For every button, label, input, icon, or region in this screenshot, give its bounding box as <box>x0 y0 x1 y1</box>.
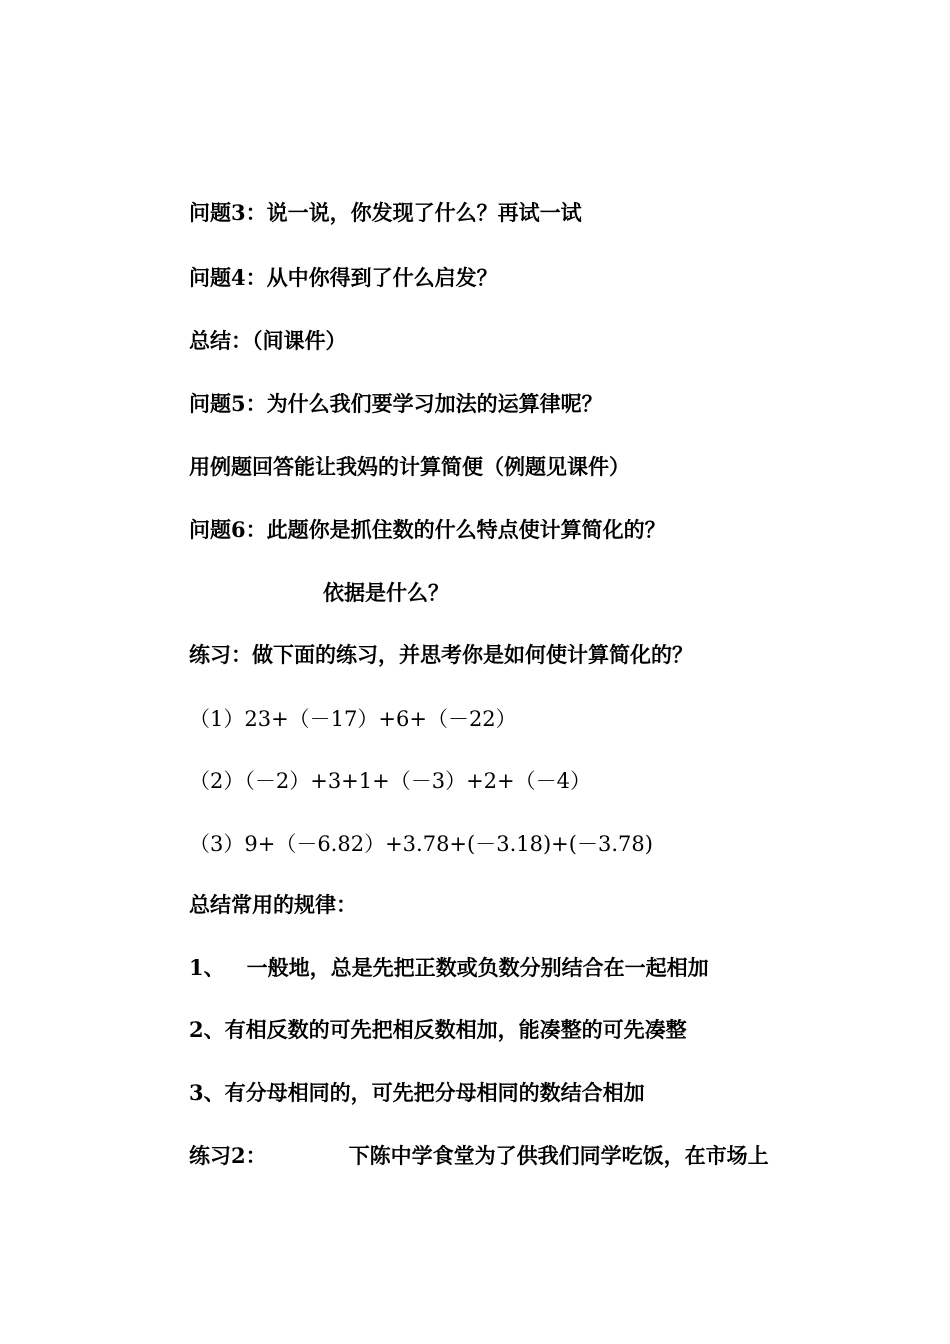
rule-2: 2、有相反数的可先把相反数相加，能凑整的可先凑整 <box>189 1017 687 1042</box>
question-3: 问题3：说一说，你发现了什么？再试一试 <box>189 200 582 225</box>
practice-intro: 练习：做下面的练习，并思考你是如何使计算简化的？ <box>189 642 693 667</box>
practice-2-text: 下陈中学食堂为了供我们同学吃饭，在市场上 <box>348 1143 769 1168</box>
exercise-1: （1）23+（－17）+6+（－22） <box>189 707 517 731</box>
question-6: 问题6：此题你是抓住数的什么特点使计算简化的？ <box>189 517 666 542</box>
question-6-followup: 依据是什么？ <box>323 580 449 605</box>
rule-1 <box>189 953 709 983</box>
question-4: 问题4：从中你得到了什么启发？ <box>189 265 498 290</box>
example-note: 用例题回答能让我妈的计算简便（例题见课件） <box>189 454 630 479</box>
question-5: 问题5：为什么我们要学习加法的运算律呢？ <box>189 391 603 416</box>
rule-1-number: 1、 <box>189 955 225 980</box>
practice-2 <box>189 1141 769 1171</box>
rule-1-text: 一般地，总是先把正数或负数分别结合在一起相加 <box>246 955 709 980</box>
practice-2-label: 练习2： <box>189 1143 267 1168</box>
exercise-2: （2）（－2）+3+1+（－3）+2+（－4） <box>189 769 592 793</box>
summary-courseware: 总结：（间课件） <box>189 328 347 353</box>
exercise-3: （3）9+（－6.82）+3.78+(－3.18)+(－3.78) <box>189 832 653 856</box>
rule-3: 3、有分母相同的，可先把分母相同的数结合相加 <box>189 1080 645 1105</box>
rules-title: 总结常用的规律： <box>189 892 357 917</box>
